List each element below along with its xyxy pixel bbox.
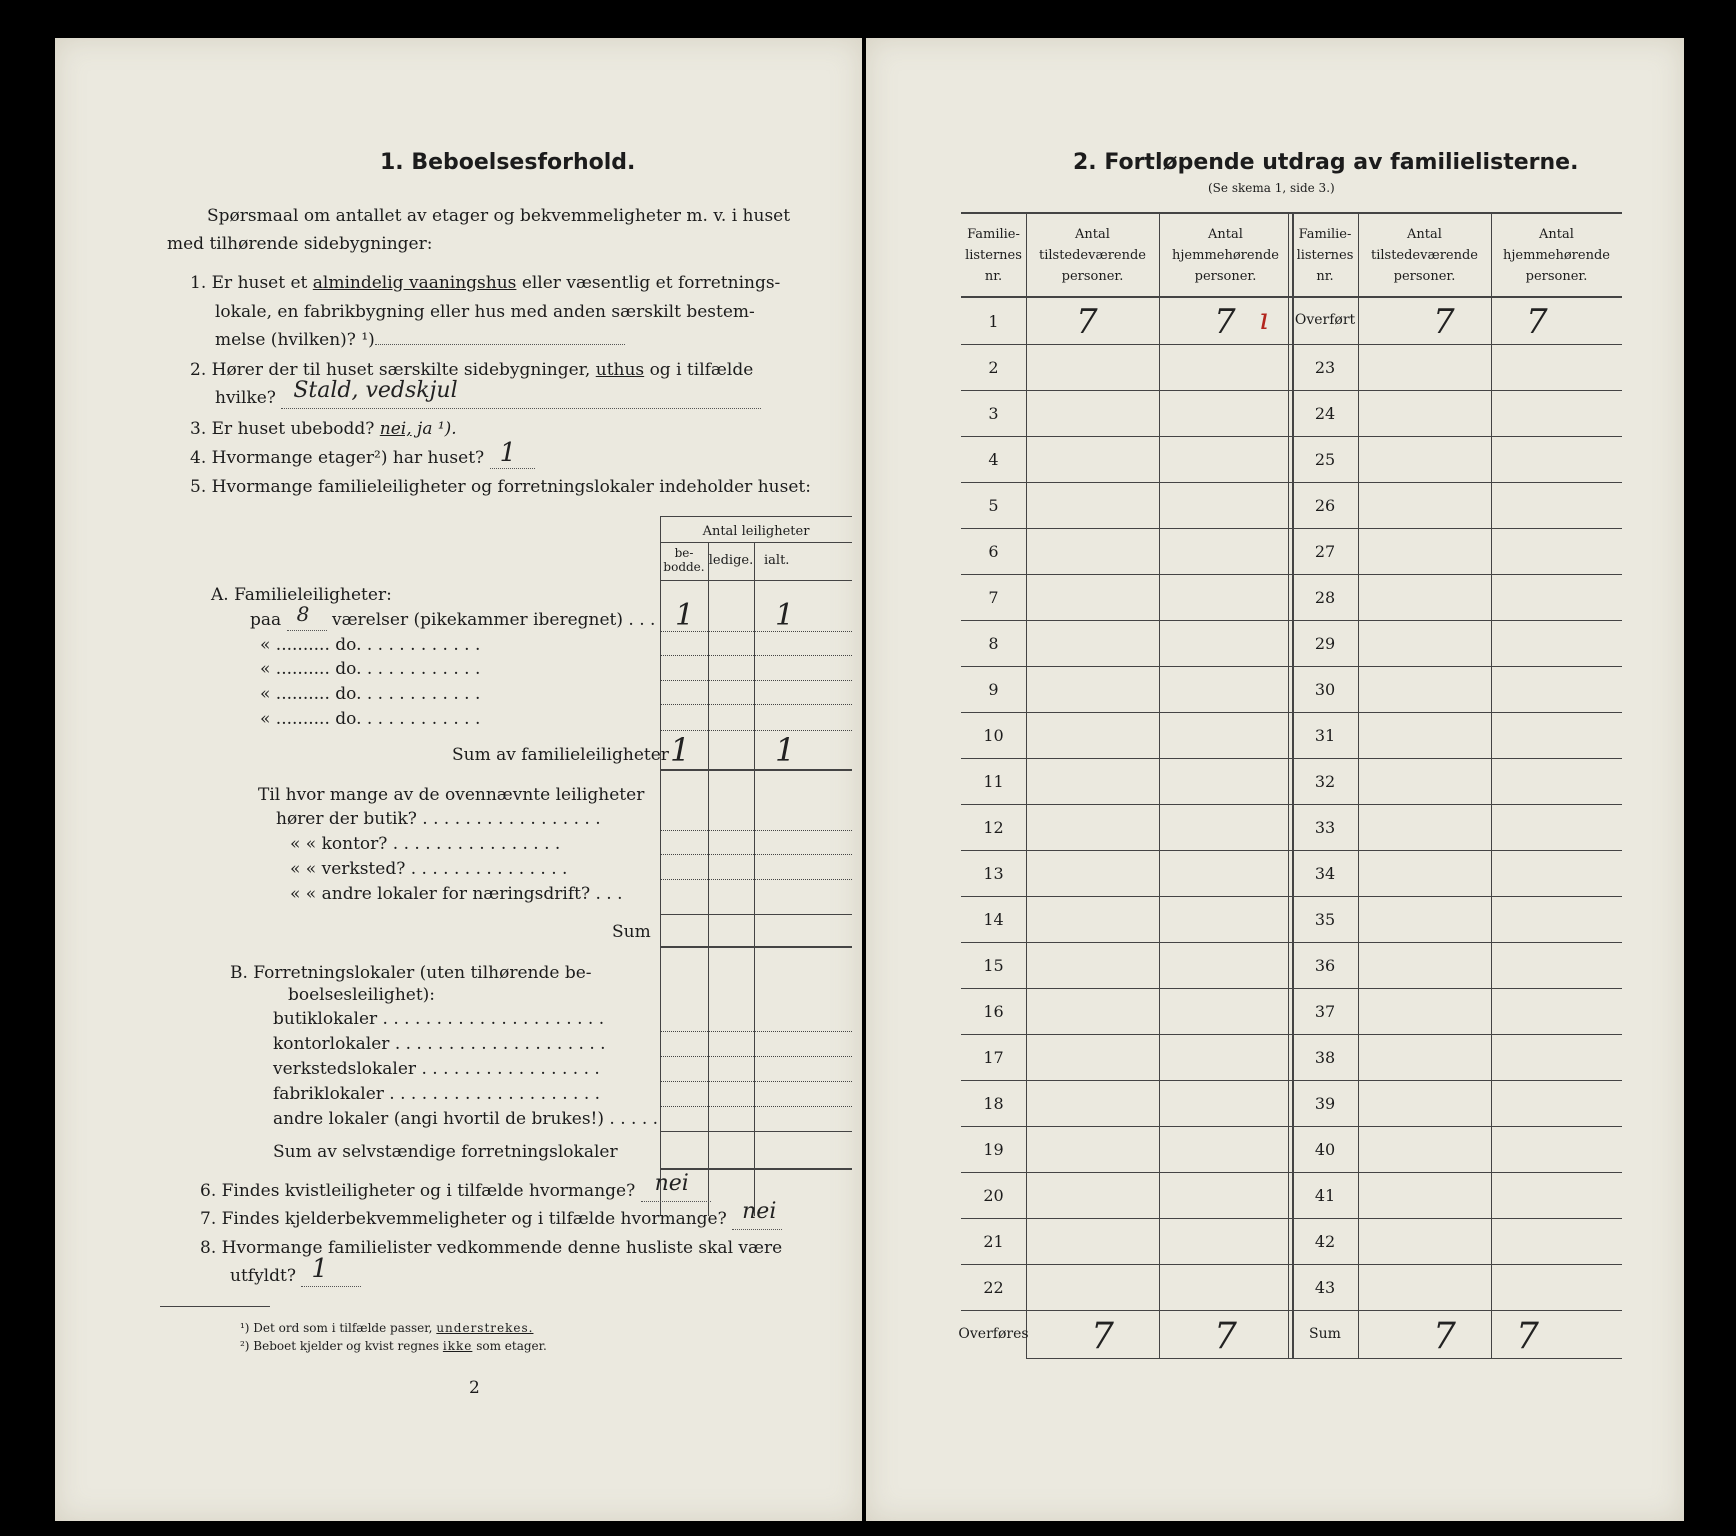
intro-line-1: Spørsmaal om antallet av etager og bekvemmeligheter m. v. i huset — [207, 206, 791, 226]
question-1: 1. Er huset et almindelig vaaningshus eller væsentlig et forretnings- — [190, 273, 781, 293]
q8-answer-field[interactable] — [301, 1254, 361, 1287]
cell-input[interactable] — [1360, 486, 1489, 526]
sum-fam-bebodde-value: 1 — [670, 731, 691, 769]
column-header-5: Antal tilstedeværende personer. — [1370, 227, 1478, 284]
row-number-right: 32 — [1314, 772, 1336, 791]
cell-input[interactable] — [1493, 394, 1620, 434]
question-4: 4. Hvormange etager²) har huset? 1 — [190, 448, 535, 469]
cell-input[interactable] — [1161, 532, 1290, 572]
cell-input[interactable] — [1360, 394, 1489, 434]
q8-handwritten-answer: 1 — [311, 1254, 328, 1284]
cell-input[interactable] — [1028, 854, 1157, 894]
cell-input[interactable] — [1161, 1222, 1290, 1262]
cell-input[interactable] — [1028, 808, 1157, 848]
cell-input[interactable] — [1360, 302, 1489, 342]
cell-input[interactable] — [1028, 578, 1157, 618]
row-number-right: 30 — [1314, 680, 1336, 699]
column-header-1: Familie- listernes nr. — [965, 227, 1022, 284]
cell-input[interactable] — [1360, 716, 1489, 756]
sum-selvstaendige-label: Sum av selvstændige forretningslokaler — [273, 1142, 618, 1162]
row-number-right: 39 — [1314, 1094, 1336, 1113]
cell-input[interactable] — [1360, 440, 1489, 480]
cell-input[interactable] — [1161, 1268, 1290, 1308]
section-title-utdrag: 2. Fortløpende utdrag av familielisterne. — [1073, 150, 1579, 175]
cell-input[interactable] — [1360, 1176, 1489, 1216]
row-number-right: 40 — [1314, 1140, 1336, 1159]
a-row1-bebodde-value: 1 — [675, 598, 695, 633]
row-number-right: 42 — [1314, 1232, 1336, 1251]
cell-input[interactable] — [1493, 762, 1620, 802]
andre-lokaler-row: « « andre lokaler for næringsdrift? . . . — [290, 884, 623, 904]
cell-input[interactable] — [1161, 808, 1290, 848]
q6-handwritten-answer: nei — [654, 1171, 689, 1196]
cell-input[interactable] — [1161, 1038, 1290, 1078]
til-hvor-mange-text: Til hvor mange av de ovennævnte leiligheter — [258, 785, 645, 805]
cell-input[interactable] — [1161, 348, 1290, 388]
cell-input[interactable] — [1161, 854, 1290, 894]
do-row-4: « .......... do. . . . . . . . . . . . — [260, 709, 481, 729]
row-number-left: 2 — [988, 358, 999, 377]
do-row-3: « .......... do. . . . . . . . . . . . — [260, 684, 481, 704]
row-number-left: 6 — [988, 542, 999, 561]
cell-input[interactable] — [1493, 900, 1620, 940]
cell-input[interactable] — [1360, 1268, 1489, 1308]
row-number-left: 13 — [983, 864, 1004, 883]
row-number-left: 7 — [988, 588, 999, 607]
cell-input[interactable] — [1493, 946, 1620, 986]
section-title-beboelse: 1. Beboelsesforhold. — [380, 150, 636, 175]
row-number-right: 25 — [1314, 450, 1336, 469]
cell-input[interactable] — [1028, 1176, 1157, 1216]
cell-input[interactable] — [1360, 1084, 1489, 1124]
b-row-fabriklokaler: fabriklokaler . . . . . . . . . . . . . . . . . . . . — [273, 1084, 601, 1104]
question-3: 3. Er huset ubebodd? nei, ja ¹). — [190, 419, 457, 439]
question-1-line2: lokale, en fabrikbygning eller hus med anden særskilt bestem- — [215, 302, 755, 322]
overfores-tilstede-value: 7 — [1091, 1316, 1114, 1357]
b-row-andre-lokaler: andre lokaler (angi hvortil de brukes!) . . . . . — [273, 1109, 659, 1129]
column-header-3: Antal hjemmehørende personer. — [1172, 227, 1279, 284]
cell-input[interactable] — [1161, 716, 1290, 756]
cell-input[interactable] — [1028, 1268, 1157, 1308]
b-row-kontorlokaler: kontorlokaler . . . . . . . . . . . . . . . . . . . . — [273, 1034, 606, 1054]
do-row-1: « .......... do. . . . . . . . . . . . — [260, 635, 481, 655]
overfort-tilstede-value: 7 — [1433, 302, 1455, 342]
cell-input[interactable] — [1360, 946, 1489, 986]
page-number: 2 — [469, 1378, 480, 1398]
verksted-row: « « verksted? . . . . . . . . . . . . . . . — [290, 859, 568, 879]
col-bebodde: be- bodde. — [663, 546, 705, 574]
cell-input[interactable] — [1028, 1084, 1157, 1124]
cell-input[interactable] — [1028, 716, 1157, 756]
cell-input[interactable] — [1360, 624, 1489, 664]
row-number-right: 41 — [1314, 1186, 1336, 1205]
cell-input[interactable] — [1028, 440, 1157, 480]
row-number-left: 14 — [983, 910, 1004, 929]
column-header-4: Familie- listernes nr. — [1296, 227, 1354, 284]
row-number-left: 21 — [983, 1232, 1004, 1251]
cell-input[interactable] — [1360, 532, 1489, 572]
cell-input[interactable] — [1493, 1176, 1620, 1216]
q1-underlined: almindelig vaaningshus — [312, 273, 517, 293]
q7-handwritten-answer: nei — [742, 1199, 777, 1224]
cell-input[interactable] — [1493, 992, 1620, 1032]
q1-answer-line[interactable] — [375, 344, 625, 345]
row-number-right: 29 — [1314, 634, 1336, 653]
kontor-row: « « kontor? . . . . . . . . . . . . . . . . — [290, 834, 561, 854]
left-page — [55, 38, 862, 1521]
cell-input[interactable] — [1161, 762, 1290, 802]
row-number-left: 20 — [983, 1186, 1004, 1205]
cell-input[interactable] — [1028, 394, 1157, 434]
q2-handwritten-answer: Stald, vedskjul — [293, 378, 458, 403]
question-1-line3: melse (hvilken)? ¹) — [215, 330, 625, 350]
footnote-2: ²) Beboet kjelder og kvist regnes ikke som etager. — [240, 1339, 547, 1353]
cell-input[interactable] — [1161, 992, 1290, 1032]
cell-input[interactable] — [1161, 624, 1290, 664]
cell-input[interactable] — [1360, 992, 1489, 1032]
cell-input[interactable] — [1360, 808, 1489, 848]
row-number-left: 19 — [983, 1140, 1004, 1159]
cell-input[interactable] — [1161, 1130, 1290, 1170]
cell-input[interactable] — [1493, 1038, 1620, 1078]
row1-hjemme-value: 7 — [1214, 302, 1236, 342]
cell-input[interactable] — [1360, 1222, 1489, 1262]
cell-input[interactable] — [1493, 578, 1620, 618]
q4-handwritten-answer: 1 — [499, 438, 517, 468]
cell-input[interactable] — [1028, 992, 1157, 1032]
cell-input[interactable] — [1360, 900, 1489, 940]
cell-input[interactable] — [1161, 900, 1290, 940]
butik-row: hører der butik? . . . . . . . . . . . . . . . . . — [276, 809, 601, 829]
row-number-right: 27 — [1314, 542, 1336, 561]
b-row-verkstedslokaler: verkstedslokaler . . . . . . . . . . . . . . . . . — [273, 1059, 600, 1079]
sum-hjemme-value: 7 — [1516, 1316, 1539, 1357]
cell-input[interactable] — [1493, 1130, 1620, 1170]
question-6: 6. Findes kvistleiligheter og i tilfælde hvormange? nei — [200, 1181, 711, 1202]
cell-input[interactable] — [1161, 670, 1290, 710]
overfort-label: Overført — [1294, 312, 1356, 328]
cell-input[interactable] — [1493, 348, 1620, 388]
cell-input[interactable] — [1360, 762, 1489, 802]
cell-input[interactable] — [1161, 394, 1290, 434]
row-number-right: 28 — [1314, 588, 1336, 607]
row-number-left: 4 — [988, 450, 999, 469]
q6-answer-field[interactable] — [641, 1171, 711, 1202]
question-2: 2. Hører der til huset særskilte sidebygninger, uthus og i tilfælde — [190, 360, 754, 380]
sum-label: Sum — [612, 922, 651, 942]
cell-input[interactable] — [1028, 624, 1157, 664]
row-number-left: 12 — [983, 818, 1004, 837]
q7-answer-field[interactable] — [732, 1199, 782, 1230]
sum-familieleiligheter-label: Sum av familieleiligheter — [452, 745, 669, 765]
cell-input[interactable] — [1360, 1130, 1489, 1170]
table-header-antal: Antal leiligheter — [702, 524, 810, 539]
row-number-right: 33 — [1314, 818, 1336, 837]
overfores-hjemme-value: 7 — [1214, 1316, 1237, 1357]
row-number-right: 23 — [1314, 358, 1336, 377]
row-number-left: 22 — [983, 1278, 1004, 1297]
section-b-title-1: B. Forretningslokaler (uten tilhørende be- — [230, 963, 592, 983]
sum-label: Sum — [1309, 1326, 1341, 1342]
footnote-1: ¹) Det ord som i tilfælde passer, understrekes. — [240, 1321, 534, 1335]
cell-input[interactable] — [1028, 670, 1157, 710]
cell-input[interactable] — [1493, 1268, 1620, 1308]
cell-input[interactable] — [1161, 946, 1290, 986]
row-number-right: 24 — [1314, 404, 1336, 423]
cell-input[interactable] — [1493, 1222, 1620, 1262]
b-row-butiklokaler: butiklokaler . . . . . . . . . . . . . . . . . . . . . — [273, 1009, 605, 1029]
cell-input[interactable] — [1493, 1084, 1620, 1124]
row-number-right: 26 — [1314, 496, 1336, 515]
row-number-left: 3 — [988, 404, 999, 423]
a-row-1: paa 8 værelser (pikekammer iberegnet) . . . — [250, 602, 656, 630]
row-number-right: 31 — [1314, 726, 1336, 745]
col-ialt: ialt. — [764, 553, 790, 568]
cell-input[interactable] — [1028, 946, 1157, 986]
cell-input[interactable] — [1161, 1084, 1290, 1124]
row-number-right: 35 — [1314, 910, 1336, 929]
row-number-left: 1 — [988, 312, 999, 331]
q2-underlined: uthus — [595, 360, 645, 380]
cell-input[interactable] — [1161, 578, 1290, 618]
row-number-left: 17 — [983, 1048, 1004, 1067]
cell-input[interactable] — [1493, 486, 1620, 526]
do-row-2: « .......... do. . . . . . . . . . . . — [260, 659, 481, 679]
cell-input[interactable] — [1493, 716, 1620, 756]
column-header-6: Antal hjemmehørende personer. — [1503, 227, 1610, 284]
a-row1-rooms-field[interactable]: 8 — [287, 610, 327, 631]
cell-input[interactable] — [1028, 532, 1157, 572]
cell-input[interactable] — [1028, 348, 1157, 388]
cell-input[interactable] — [1161, 1176, 1290, 1216]
row-number-right: 38 — [1314, 1048, 1336, 1067]
cell-input[interactable] — [1360, 1038, 1489, 1078]
row-number-right: 34 — [1314, 864, 1336, 883]
col-ledige: ledige. — [708, 553, 754, 568]
cell-input[interactable] — [1493, 624, 1620, 664]
column-header-2: Antal tilstedeværende personer. — [1038, 227, 1146, 284]
cell-input[interactable] — [1360, 348, 1489, 388]
q3-nei: nei, — [379, 419, 412, 439]
cell-input[interactable] — [1028, 486, 1157, 526]
q3-ja: ja ¹). — [417, 419, 457, 439]
cell-input[interactable] — [1028, 1222, 1157, 1262]
question-5: 5. Hvormange familieleiligheter og forretningslokaler indeholder huset: — [190, 477, 811, 497]
question-7: 7. Findes kjelderbekvemmeligheter og i tilfælde hvormange? nei — [200, 1209, 782, 1230]
cell-input[interactable] — [1028, 900, 1157, 940]
overfort-hjemme-value: 7 — [1526, 302, 1548, 342]
row1-tilstede-value: 7 — [1076, 302, 1098, 342]
row-number-left: 16 — [983, 1002, 1004, 1021]
row-number-left: 11 — [983, 772, 1004, 791]
cell-input[interactable] — [1493, 854, 1620, 894]
question-2-line2: hvilke? Stald, vedskjul — [215, 388, 761, 409]
row-number-left: 10 — [983, 726, 1004, 745]
cell-input[interactable] — [1493, 440, 1620, 480]
a-row1-ialt-value: 1 — [775, 598, 795, 633]
row1-red-check-mark: ı — [1259, 302, 1269, 337]
cell-input[interactable] — [1161, 486, 1290, 526]
cell-input[interactable] — [1360, 578, 1489, 618]
intro-line-2: med tilhørende sidebygninger: — [167, 234, 433, 254]
cell-input[interactable] — [1028, 1130, 1157, 1170]
row-number-left: 9 — [988, 680, 999, 699]
right-page — [866, 38, 1684, 1521]
cell-input[interactable] — [1493, 670, 1620, 710]
cell-input[interactable] — [1360, 854, 1489, 894]
overfores-label: Overføres — [958, 1326, 1029, 1342]
q4-answer-field[interactable] — [490, 438, 535, 469]
cell-input[interactable] — [1493, 302, 1620, 342]
cell-input[interactable] — [1028, 762, 1157, 802]
section-a-title: A. Familieleiligheter: — [211, 585, 392, 605]
cell-input[interactable] — [1493, 808, 1620, 848]
row-number-left: 18 — [983, 1094, 1004, 1113]
row-number-right: 43 — [1314, 1278, 1336, 1297]
row-number-right: 37 — [1314, 1002, 1336, 1021]
question-8-line2: utfyldt? 1 — [230, 1266, 361, 1287]
section-subtitle: (Se skema 1, side 3.) — [1208, 181, 1335, 195]
section-b-title-2: boelsesleilighet): — [288, 985, 436, 1005]
sum-fam-ialt-value: 1 — [775, 731, 796, 769]
cell-input[interactable] — [1028, 1038, 1157, 1078]
cell-input[interactable] — [1493, 532, 1620, 572]
sum-tilstede-value: 7 — [1433, 1316, 1456, 1357]
row-number-left: 15 — [983, 956, 1004, 975]
question-8-line1: 8. Hvormange familielister vedkommende denne husliste skal være — [200, 1238, 783, 1258]
row-number-left: 8 — [988, 634, 999, 653]
cell-input[interactable] — [1161, 440, 1290, 480]
cell-input[interactable] — [1360, 670, 1489, 710]
row-number-left: 5 — [988, 496, 999, 515]
row-number-right: 36 — [1314, 956, 1336, 975]
